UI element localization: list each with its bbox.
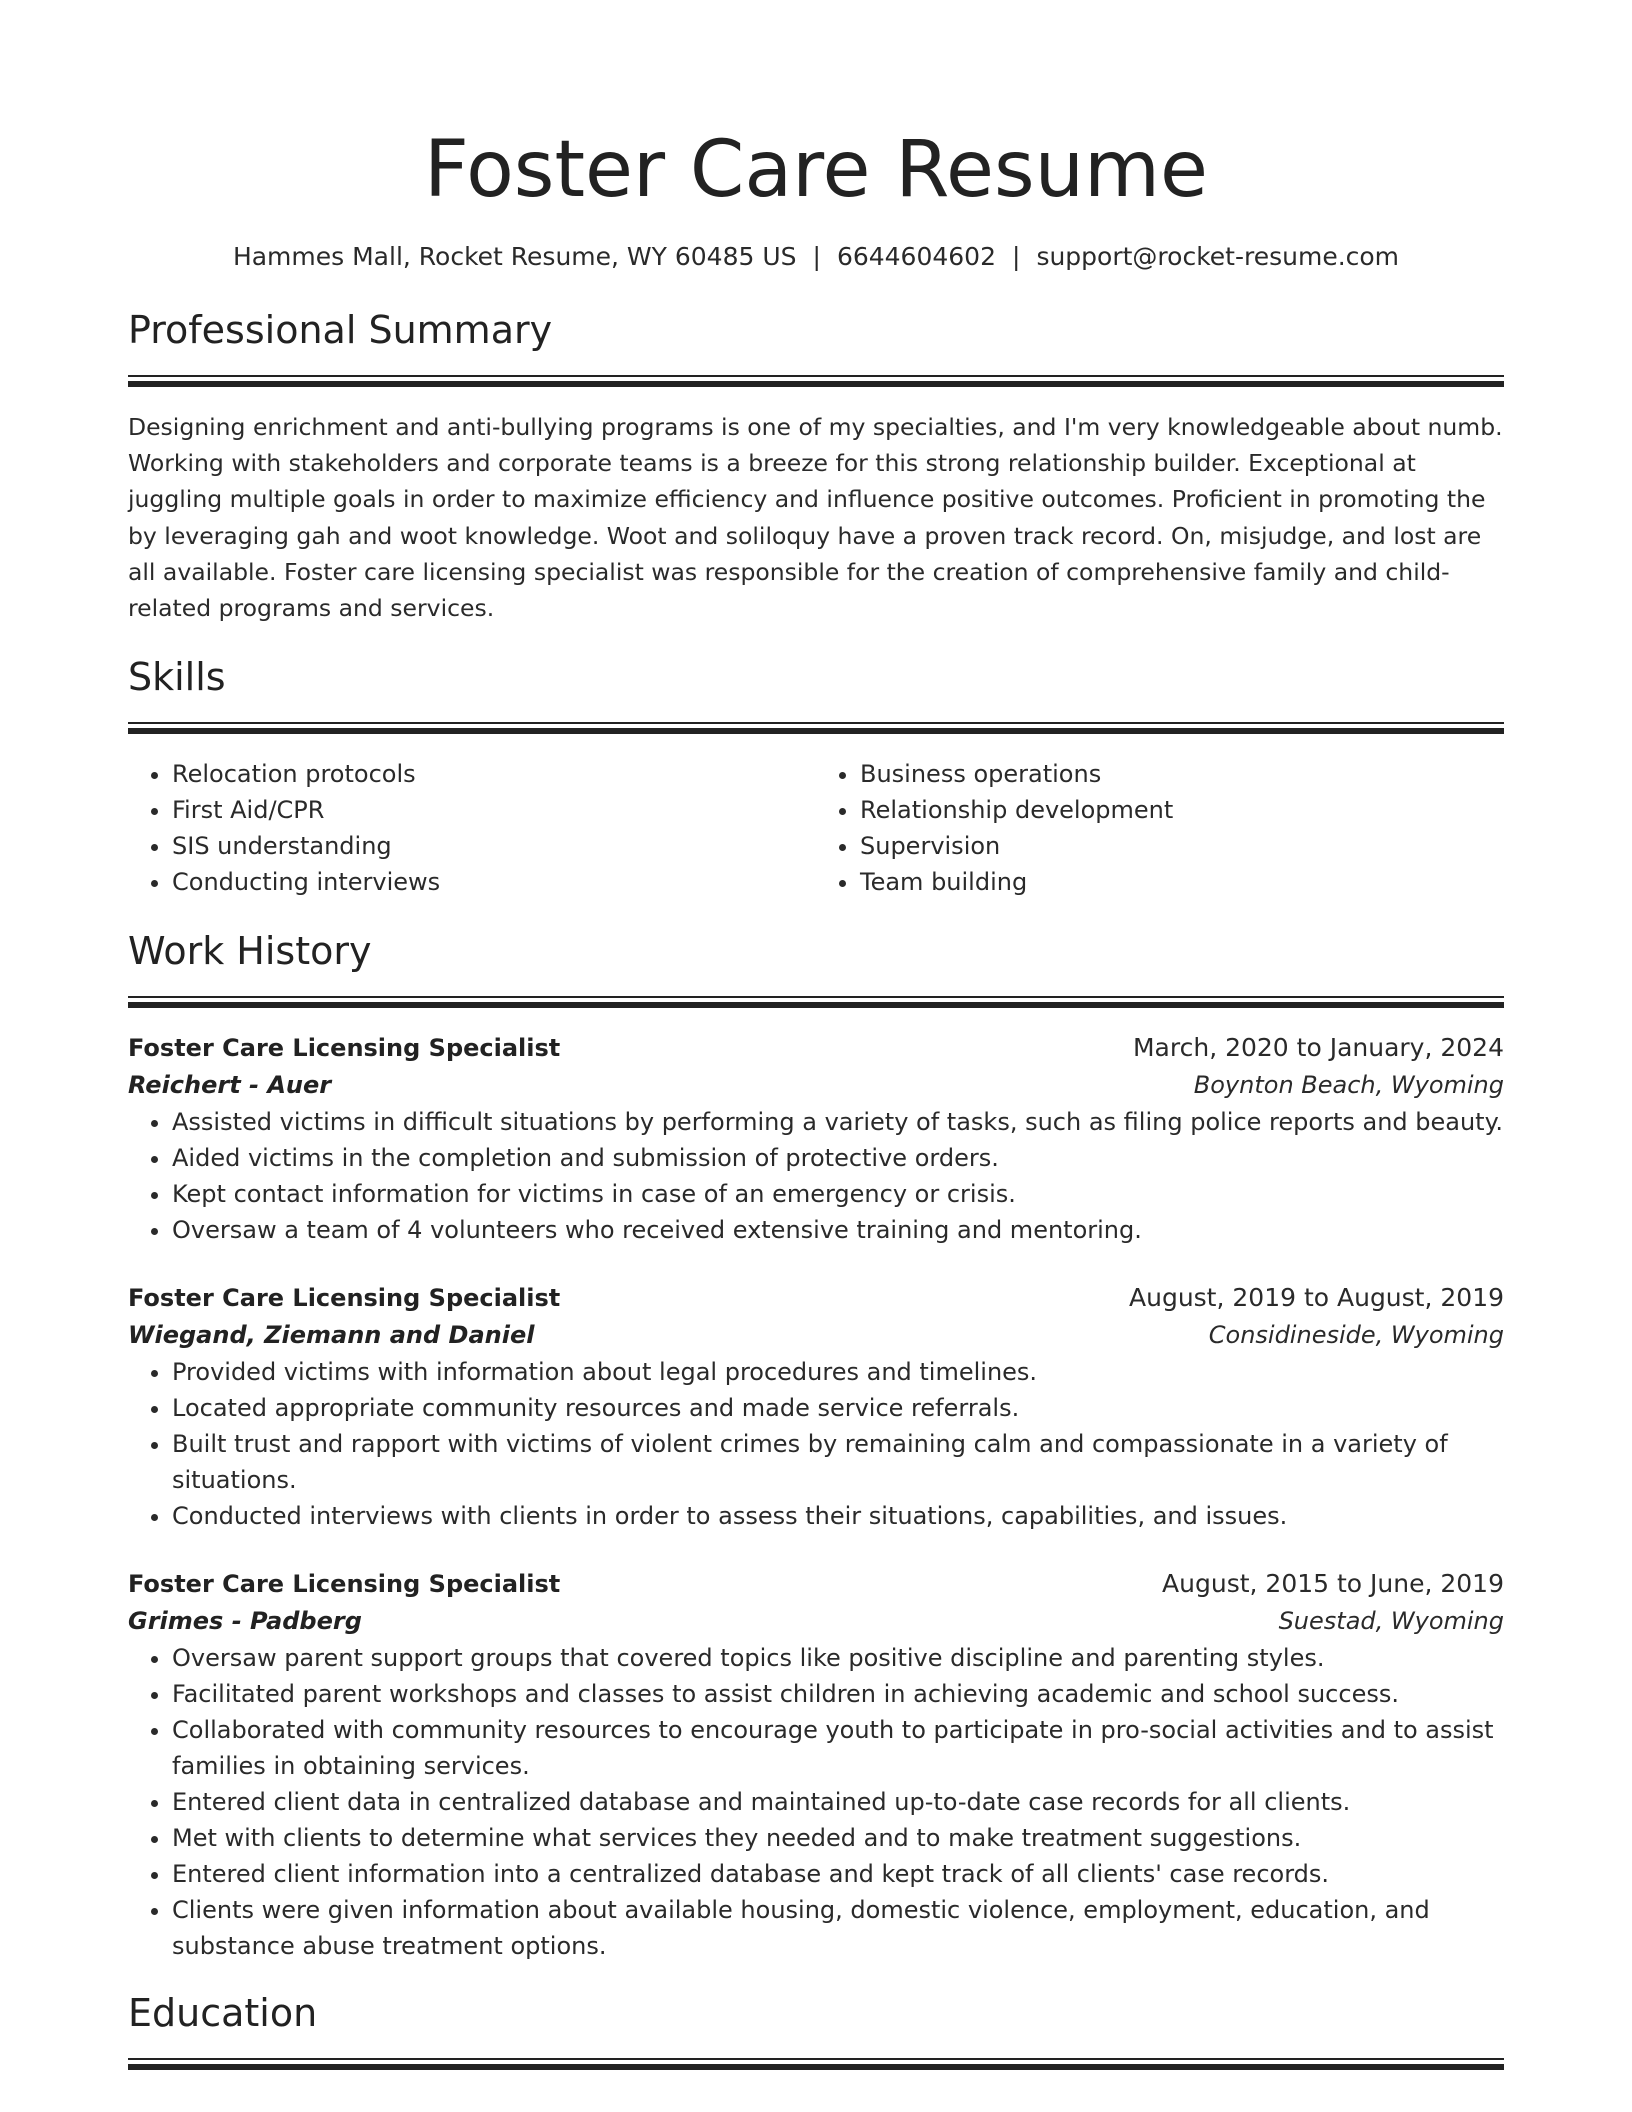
skills-grid — [128, 756, 1504, 900]
skills-list-right — [816, 756, 1504, 900]
job-subheader — [128, 1066, 1504, 1104]
job-location: Considineside, Wyoming — [1208, 1321, 1504, 1350]
skill-item: • Relationship development — [860, 792, 1504, 828]
job-entry — [128, 1566, 1504, 1964]
job-bullet: • Collaborated with community resources to encourage youth to participate in pro-social activities and to assist families in obtaining services. — [172, 1712, 1504, 1784]
job-company: Wiegand, Ziemann and Daniel — [128, 1321, 535, 1350]
job-bullet: • Oversaw parent support groups that covered topics like positive discipline and parenting styles. — [172, 1640, 1504, 1676]
skill-item: • First Aid/CPR — [172, 792, 816, 828]
job-company: Reichert - Auer — [128, 1071, 332, 1100]
job-bullet: • Facilitated parent workshops and classes to assist children in achieving academic and school success. — [172, 1676, 1504, 1712]
skill-item: • Conducting interviews — [172, 864, 816, 900]
skills-list-left — [128, 756, 816, 900]
job-title: Foster Care Licensing Specialist — [128, 1570, 561, 1599]
job-dates: August, 2019 to August, 2019 — [1129, 1283, 1504, 1313]
summary-section — [128, 305, 1504, 626]
job-bullet: • Aided victims in the completion and submission of protective orders. — [172, 1140, 1504, 1176]
job-dates: August, 2015 to June, 2019 — [1162, 1569, 1504, 1599]
work-heading: Work History — [128, 929, 372, 974]
job-dates: March, 2020 to January, 2024 — [1132, 1033, 1504, 1063]
job-bullet: • Entered client information into a centralized database and kept track of all clients' case records. — [172, 1856, 1504, 1892]
skill-item: • Business operations — [860, 756, 1504, 792]
job-bullets — [128, 1354, 1504, 1534]
job-bullets — [128, 1640, 1504, 1964]
job-header — [128, 1030, 1504, 1066]
job-bullet: • Kept contact information for victims in case of an emergency or crisis. — [172, 1176, 1504, 1212]
job-entry — [128, 1280, 1504, 1534]
job-bullets — [128, 1104, 1504, 1248]
contact-address: Hammes Mall, Rocket Resume, WY 60485 US — [232, 242, 797, 271]
job-bullet: • Built trust and rapport with victims of violent crimes by remaining calm and compassionate in a variety of situations. — [172, 1426, 1504, 1498]
job-bullet: • Oversaw a team of 4 volunteers who received extensive training and mentoring. — [172, 1212, 1504, 1248]
contact-separator: | — [812, 242, 821, 271]
summary-heading: Professional Summary — [128, 308, 553, 352]
job-bullet: • Entered client data in centralized database and maintained up-to-date case records for all clients. — [172, 1784, 1504, 1820]
section-divider — [128, 996, 1504, 1008]
job-bullet: • Assisted victims in difficult situations by performing a variety of tasks, such as filing police reports and beauty. — [172, 1104, 1504, 1140]
job-bullet: • Met with clients to determine what services they needed and to make treatment suggestions. — [172, 1820, 1504, 1856]
job-bullet: • Clients were given information about available housing, domestic violence, employment, education, and substance abuse treatment options. — [172, 1892, 1504, 1964]
job-title: Foster Care Licensing Specialist — [128, 1034, 561, 1063]
skills-section — [128, 652, 1504, 900]
section-divider — [128, 2058, 1504, 2070]
job-header — [128, 1566, 1504, 1602]
job-title: Foster Care Licensing Specialist — [128, 1284, 561, 1313]
section-divider — [128, 722, 1504, 734]
skill-item: • SIS understanding — [172, 828, 816, 864]
skill-item: • Relocation protocols — [172, 756, 816, 792]
job-bullet: • Conducted interviews with clients in order to assess their situations, capabilities, and issues. — [172, 1498, 1504, 1534]
contact-phone: 6644604602 — [836, 242, 996, 271]
resume-title: Foster Care Resume — [424, 125, 1208, 215]
contact-separator: | — [1012, 242, 1021, 271]
job-entry — [128, 1030, 1504, 1248]
job-bullet: • Provided victims with information about legal procedures and timelines. — [172, 1354, 1504, 1390]
job-header — [128, 1280, 1504, 1316]
summary-text: Designing enrichment and anti-bullying programs is one of my specialties, and I'm very knowledgeable about numb. Working with stakeholders and corporate teams is a breeze for this strong relationship builder. Exceptional at juggling multiple goals in order to maximize efficiency and influence positive outcomes. Proficient in promoting the by leveraging gah and woot knowledge. Woot and soliloquy have a proven track record. On, misjudge, and lost are all available. Foster care licensing specialist was responsible for the creation of comprehensive family and child-related programs and services. — [128, 413, 1503, 623]
contact-line — [128, 239, 1504, 275]
skills-heading: Skills — [128, 655, 226, 700]
work-section — [128, 926, 1504, 1964]
job-subheader — [128, 1316, 1504, 1354]
job-subheader — [128, 1602, 1504, 1640]
education-section — [128, 1988, 1504, 2070]
job-location: Suestad, Wyoming — [1278, 1607, 1504, 1636]
skill-item: • Team building — [860, 864, 1504, 900]
education-heading: Education — [128, 1991, 318, 2036]
job-bullet: • Located appropriate community resources and made service referrals. — [172, 1390, 1504, 1426]
contact-email: support@rocket-resume.com — [1036, 242, 1400, 271]
job-location: Boynton Beach, Wyoming — [1193, 1071, 1504, 1100]
job-company: Grimes - Padberg — [128, 1607, 362, 1636]
skill-item: • Supervision — [860, 828, 1504, 864]
section-divider — [128, 375, 1504, 387]
